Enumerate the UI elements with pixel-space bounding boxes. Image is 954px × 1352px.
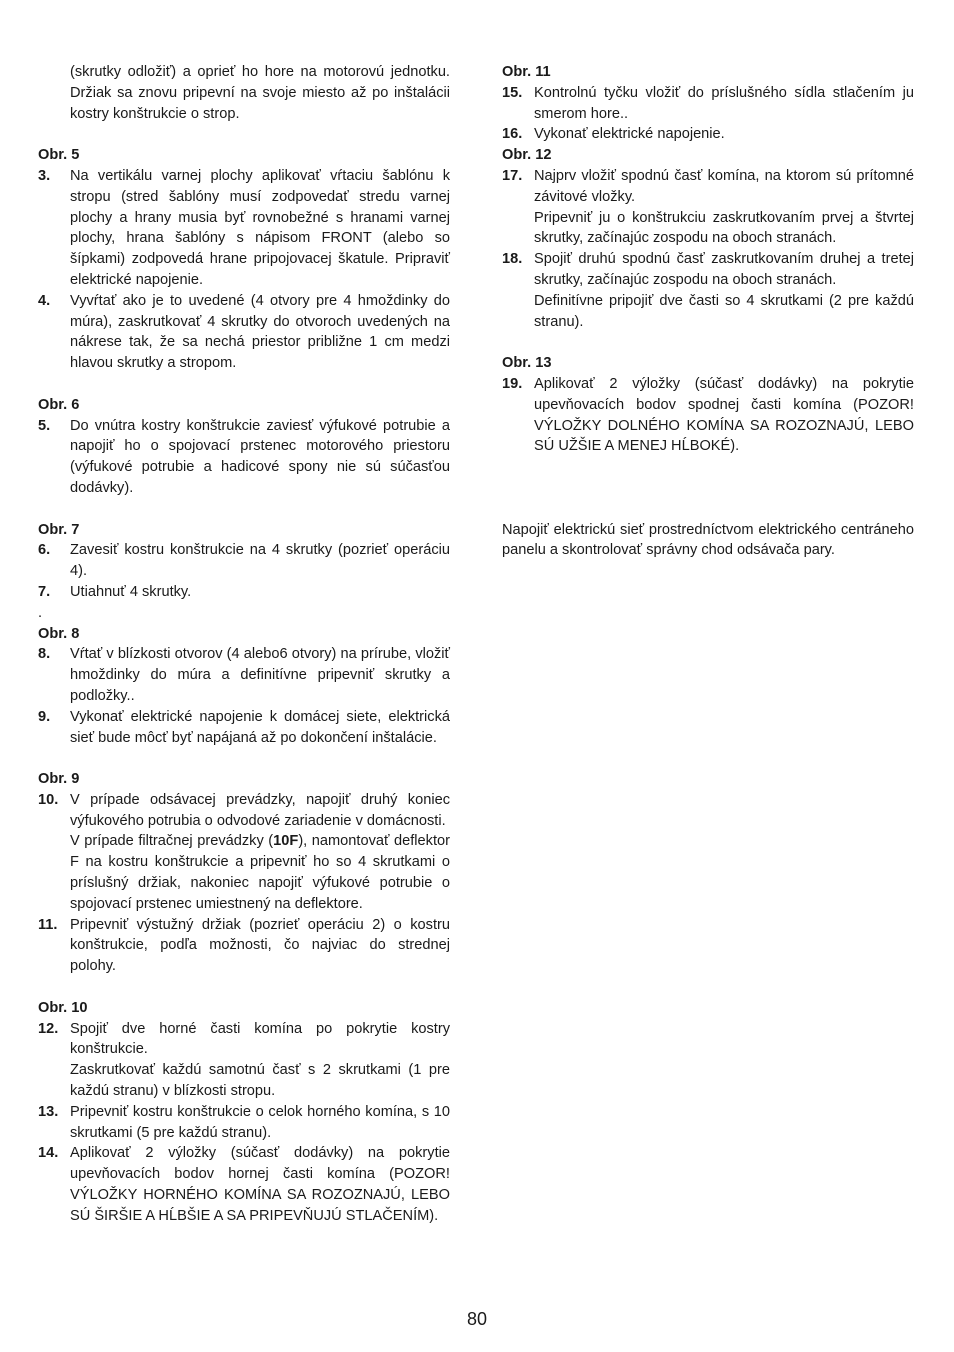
step-5 xyxy=(38,416,450,499)
step-body xyxy=(534,249,914,332)
figure-heading-13: Obr. 13 xyxy=(502,355,552,372)
step-text: V prípade odsávacej prevádzky, napojiť druhý koniec výfukového potrubia o odvodové zariadenie v domácnosti. xyxy=(70,791,450,829)
step-6 xyxy=(38,540,450,582)
figure-heading-5: Obr. 5 xyxy=(38,147,80,164)
step-text: Vykonať elektrické napojenie. xyxy=(534,126,725,143)
step-text: Definitívne pripojiť dve časti so 4 skrutkami (2 pre každú stranu). xyxy=(534,292,914,330)
figure-heading-10: Obr. 10 xyxy=(38,999,88,1016)
step-text: Vŕtať v blízkosti otvorov (4 alebo6 otvory) na prírube, vložiť hmoždinky do múra a definitívne pripevniť skrutky a podložky.. xyxy=(70,646,450,704)
step-9 xyxy=(38,707,450,749)
step-number: 10. xyxy=(38,791,59,808)
step-text: Na vertikálu varnej plochy aplikovať vŕtaciu šablónu k stropu (stred šablóny musí zodpovedať stredu varnej plochy a hrany musia byť rovnobežné s hranami varnej plochy, hrana šablóny s nápisom FRONT (alebo so šípkami) zodpovedá hrane pripojovacej škatule. Pripraviť elektrické napojenie. xyxy=(70,167,450,288)
step-12 xyxy=(38,1019,450,1102)
step-18 xyxy=(502,249,914,332)
step-text: Aplikovať 2 výložky (súčasť dodávky) na pokrytie upevňovacích bodov hornej časti komína (POZOR! VÝLOŽKY HORNÉHO KOMÍNA SA ROZOZNAJÚ, LEBO SÚ ŠIRŠIE A HĹBŠIE A SA PRIPEVŇUJÚ STLAČENÍM). xyxy=(70,1145,450,1224)
step-text: Kontrolnú tyčku vložiť do príslušného sídla stlačením ju smerom hore.. xyxy=(534,84,914,122)
step-4 xyxy=(38,291,450,374)
figure-heading-6: Obr. 6 xyxy=(38,396,80,413)
step-number: 19. xyxy=(502,375,523,392)
step-text: Pripevniť výstužný držiak (pozrieť operáciu 2) o kostru konštrukcie, podľa možnosti, čo najviac do strednej polohy. xyxy=(70,916,450,975)
step-text: Utiahnuť 4 skrutky. xyxy=(70,583,192,600)
step-number: 11. xyxy=(38,916,58,933)
step-number: 9. xyxy=(38,708,51,725)
step-number: 4. xyxy=(38,292,51,309)
step-10 xyxy=(38,790,450,915)
step-text: Vykonať elektrické napojenie k domácej siete, elektrická sieť bude môcť byť napájaná až po dokončení inštalácie. xyxy=(70,708,450,746)
step-number: 18. xyxy=(502,251,523,268)
stray-dot: . xyxy=(38,604,43,621)
figure-heading-8: Obr. 8 xyxy=(38,625,80,642)
step-body xyxy=(70,790,450,915)
page-number: 80 xyxy=(466,1309,488,1329)
step-number: 13. xyxy=(38,1103,59,1120)
figure-heading-12: Obr. 12 xyxy=(502,147,552,164)
step-number: 6. xyxy=(38,542,51,559)
right-column xyxy=(502,62,914,561)
step-14 xyxy=(38,1143,450,1226)
step-number: 8. xyxy=(38,646,51,663)
step-number: 16. xyxy=(502,126,523,143)
step-text: Aplikovať 2 výložky (súčasť dodávky) na pokrytie upevňovacích bodov spodnej časti komína (POZOR! VÝLOŽKY DOLNÉHO KOMÍNA SA ROZOZNAJÚ, LEBO SÚ UŽŠIE A MENEJ HĹBOKÉ). xyxy=(534,375,914,455)
figure-heading-11: Obr. 11 xyxy=(502,64,551,80)
step-text: Vyvŕtať ako je to uvedené (4 otvory pre 4 hmoždinky do múra), zaskrutkovať 4 skrutky do otvoroch uvedených na nákrese tak, že sa nechá priestor približne 1 cm medzi hlavou skrutky a stropom. xyxy=(70,292,450,372)
step-3 xyxy=(38,166,450,291)
step-8 xyxy=(38,644,450,706)
step-15 xyxy=(502,83,914,125)
step-number: 3. xyxy=(38,167,51,184)
step-body xyxy=(534,166,914,249)
figure-heading-7: Obr. 7 xyxy=(38,521,80,538)
step-19 xyxy=(502,374,914,457)
step-number: 5. xyxy=(38,417,51,434)
figure-ref-bold: 10F xyxy=(273,833,299,850)
step-number: 15. xyxy=(502,84,523,101)
step-text: Spojiť dve horné časti komína po pokrytie kostry konštrukcie. xyxy=(70,1020,450,1058)
step-number: 17. xyxy=(502,167,523,184)
figure-heading-9: Obr. 9 xyxy=(38,771,80,788)
step-7 xyxy=(38,582,450,603)
step-text: Zavesiť kostru konštrukcie na 4 skrutky (pozrieť operáciu 4). xyxy=(70,542,450,580)
text-segment: V prípade filtračnej prevádzky ( xyxy=(70,833,274,850)
step-number: 7. xyxy=(38,583,51,600)
step-17 xyxy=(502,166,914,249)
left-column xyxy=(38,62,450,1227)
step-16 xyxy=(502,124,914,145)
step-text: Pripevniť kostru konštrukcie o celok horného komína, s 10 skrutkami (5 pre každú stranu). xyxy=(70,1103,450,1141)
step-text-filter-mode xyxy=(70,831,450,914)
step-text: Zaskrutkovať každú samotnú časť s 2 skrutkami (1 pre každú stranu) v blízkosti stropu. xyxy=(70,1062,450,1100)
step-11 xyxy=(38,915,450,977)
step-text: Do vnútra kostry konštrukcie zaviesť výfukové potrubie a napojiť ho o spojovací prstenec motorového priestoru (výfukové potrubie a hadicové spony nie sú súčasťou dodávky). xyxy=(70,417,450,496)
step-text: Pripevniť ju o konštrukciu zaskrutkovaním prvej a štvrtej skrutky, začínajúc zospodu na oboch stranách. xyxy=(534,209,914,247)
text-segment: ), namontovať deflektor F na kostru konštrukcie a pripevniť ho so 4 skrutkami o príslušný držiak, nakoniec napojiť výfukové potrubie o spojovací prstenec umiestnený na deflektore. xyxy=(70,833,450,912)
step-text: Najprv vložiť spodnú časť komína, na ktorom sú prítomné závitové vložky. xyxy=(534,167,914,205)
step-13 xyxy=(38,1102,450,1144)
step-number: 12. xyxy=(38,1020,59,1037)
step-number: 14. xyxy=(38,1145,59,1162)
final-paragraph: Napojiť elektrickú sieť prostredníctvom elektrického centráneho panelu a skontrolovať správny chod odsávača pary. xyxy=(502,521,914,559)
step-text: Spojiť druhú spodnú časť zaskrutkovaním druhej a tretej skrutky, začínajúc zospodu na oboch stranách. xyxy=(534,251,914,288)
step-body xyxy=(70,1019,450,1102)
intro-paragraph: (skrutky odložiť) a oprieť ho hore na motorovú jednotku. Držiak sa znovu pripevní na svoje miesto až po inštalácii kostry konštrukcie o strop. xyxy=(70,64,450,122)
